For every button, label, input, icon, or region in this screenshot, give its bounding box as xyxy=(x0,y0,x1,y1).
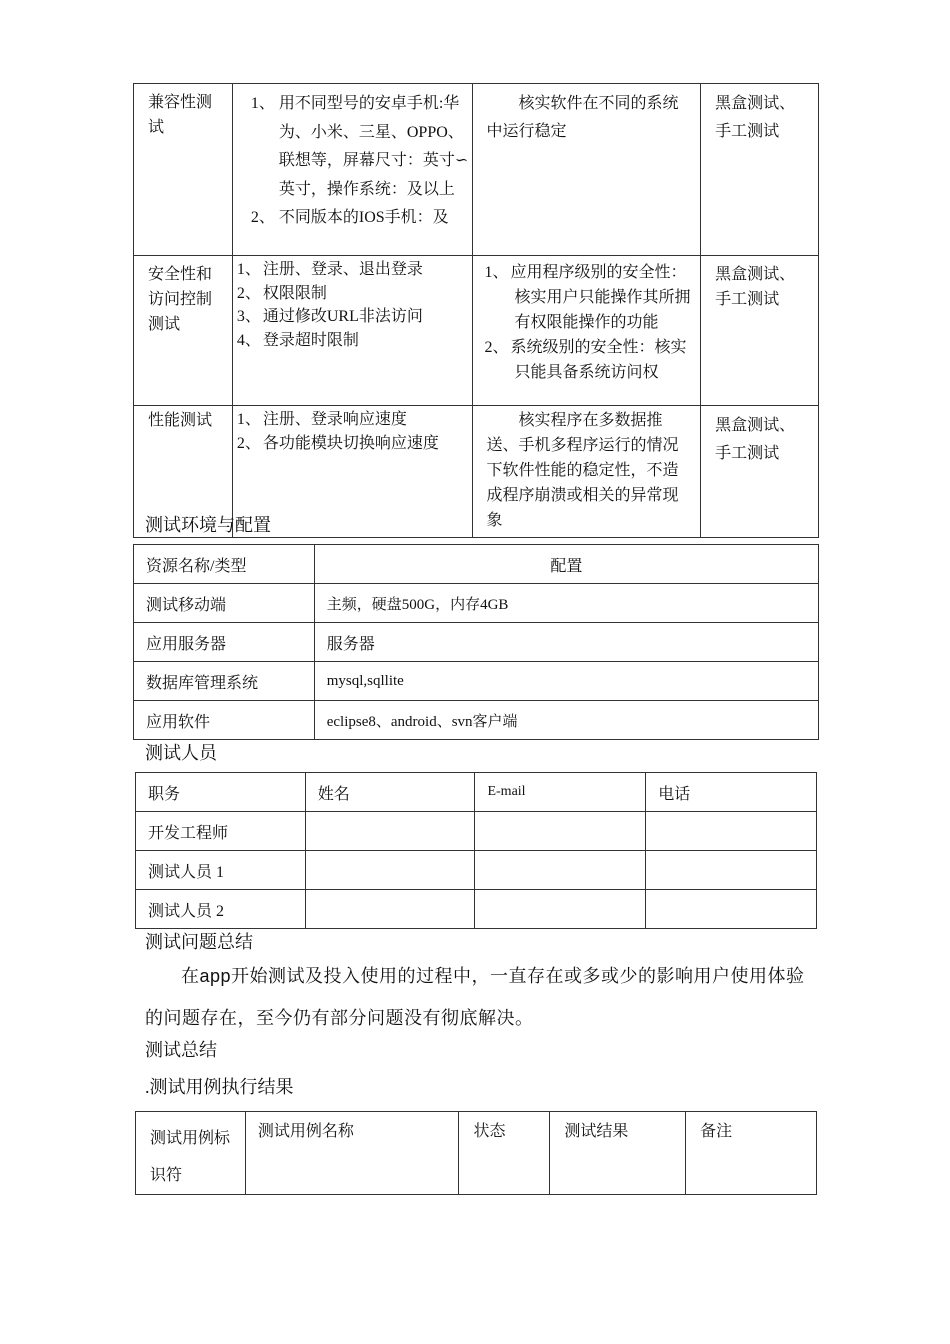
list-item: 1、 用不同型号的安卓手机:华为、小米、三星、OPPO、联想等，屏幕尺寸：英寸∽英寸，操作系统：及以上 xyxy=(250,95,469,198)
issues-paragraph: 在app开始测试及投入使用的过程中，一直存在或多或少的影响用户使用体验的问题存在，至今仍有部分问题没有彻底解决。 xyxy=(145,966,805,1028)
staff-email-cell xyxy=(475,890,646,929)
summary-subheading: .测试用例执行结果 xyxy=(145,1077,294,1097)
staff-name-cell xyxy=(305,812,475,851)
list-item: 2、 各功能模块切换响应速度 xyxy=(236,434,439,452)
staff-header-phone: 电话 xyxy=(646,773,817,812)
staff-email-cell xyxy=(475,812,646,851)
list-item: 1、 注册、登录响应速度 xyxy=(236,411,407,428)
env-resource-name: 测试移动端 xyxy=(134,584,315,623)
env-resource-name: 应用服务器 xyxy=(134,623,315,662)
staff-name-cell xyxy=(305,851,475,890)
test-type-cell: 性能测试 xyxy=(148,412,213,429)
test-method-cell: 黑盒测试、手工测试 xyxy=(715,95,796,140)
staff-role: 测试人员 1 xyxy=(136,851,306,890)
table-row xyxy=(134,701,819,740)
staff-phone-cell xyxy=(646,812,817,851)
list-item: 1、 注册、登录、退出登录 xyxy=(236,261,423,278)
env-resource-config: 主频，硬盘500G，内存4GB xyxy=(314,584,818,623)
test-type-cell: 安全性和访问控制测试 xyxy=(148,266,213,333)
test-purpose-cell: 核实程序在多数据推送、手机多程序运行的情况下软件性能的稳定性，不造成程序崩溃或相关的异常现象 xyxy=(486,412,679,529)
staff-phone-cell xyxy=(646,890,817,929)
table-row xyxy=(134,545,819,584)
staff-header-email: E-mail xyxy=(475,773,646,812)
table-row xyxy=(134,662,819,701)
table-row xyxy=(134,623,819,662)
env-resource-config: eclipse8、android、svn客户端 xyxy=(314,701,818,740)
env-header-resource: 资源名称/类型 xyxy=(134,545,315,584)
list-item: 2、 系统级别的安全性：核实只能具备系统访问权 xyxy=(484,339,687,381)
env-resource-config: 服务器 xyxy=(314,623,818,662)
test-method-cell: 黑盒测试、手工测试 xyxy=(715,417,796,462)
env-resource-name: 应用软件 xyxy=(134,701,315,740)
case-header-result: 测试结果 xyxy=(550,1112,686,1195)
env-resource-name: 数据库管理系统 xyxy=(134,662,315,701)
list-item: 4、 登录超时限制 xyxy=(236,331,359,349)
staff-role: 测试人员 2 xyxy=(136,890,306,929)
test-type-table xyxy=(133,83,819,538)
table-row xyxy=(136,851,817,890)
staff-name-cell xyxy=(305,890,475,929)
table-row xyxy=(134,256,819,406)
table-row xyxy=(136,890,817,929)
env-resource-config: mysql,sqllite xyxy=(314,662,818,701)
test-method-cell: 黑盒测试、手工测试 xyxy=(715,266,796,308)
case-header-name: 测试用例名称 xyxy=(245,1112,459,1195)
staff-phone-cell xyxy=(646,851,817,890)
list-item: 3、 通过修改URL非法访问 xyxy=(236,308,423,325)
test-purpose-list xyxy=(473,256,701,385)
case-header-note: 备注 xyxy=(686,1112,817,1195)
env-heading: 测试环境与配置 xyxy=(145,515,271,535)
staff-heading: 测试人员 xyxy=(145,743,217,763)
summary-heading: 测试总结 xyxy=(145,1040,217,1060)
list-item: 2、 权限限制 xyxy=(236,284,327,302)
test-purpose-cell: 核实软件在不同的系统中运行稳定 xyxy=(486,95,679,140)
staff-role: 开发工程师 xyxy=(136,812,306,851)
staff-header-role: 职务 xyxy=(136,773,306,812)
case-header-id: 测试用例标识符 xyxy=(136,1112,246,1195)
staff-table xyxy=(135,772,817,929)
env-header-config: 配置 xyxy=(314,545,818,584)
table-row xyxy=(134,84,819,256)
test-type-cell: 兼容性测试 xyxy=(148,94,213,136)
list-item: 1、 应用程序级别的安全性：核实用户只能操作其所拥有权限能操作的功能 xyxy=(484,264,691,331)
table-row xyxy=(136,773,817,812)
test-items-list xyxy=(233,84,472,233)
staff-email-cell xyxy=(475,851,646,890)
case-header-status: 状态 xyxy=(459,1112,550,1195)
list-item: 2、 不同版本的IOS手机：及 xyxy=(250,209,449,226)
table-row xyxy=(134,584,819,623)
staff-header-name: 姓名 xyxy=(305,773,475,812)
table-row xyxy=(136,1112,817,1195)
test-case-table xyxy=(135,1111,817,1195)
table-row xyxy=(136,812,817,851)
env-table xyxy=(133,544,819,740)
test-items-list xyxy=(233,256,472,352)
issues-heading: 测试问题总结 xyxy=(145,932,253,952)
test-items-list xyxy=(233,406,472,455)
